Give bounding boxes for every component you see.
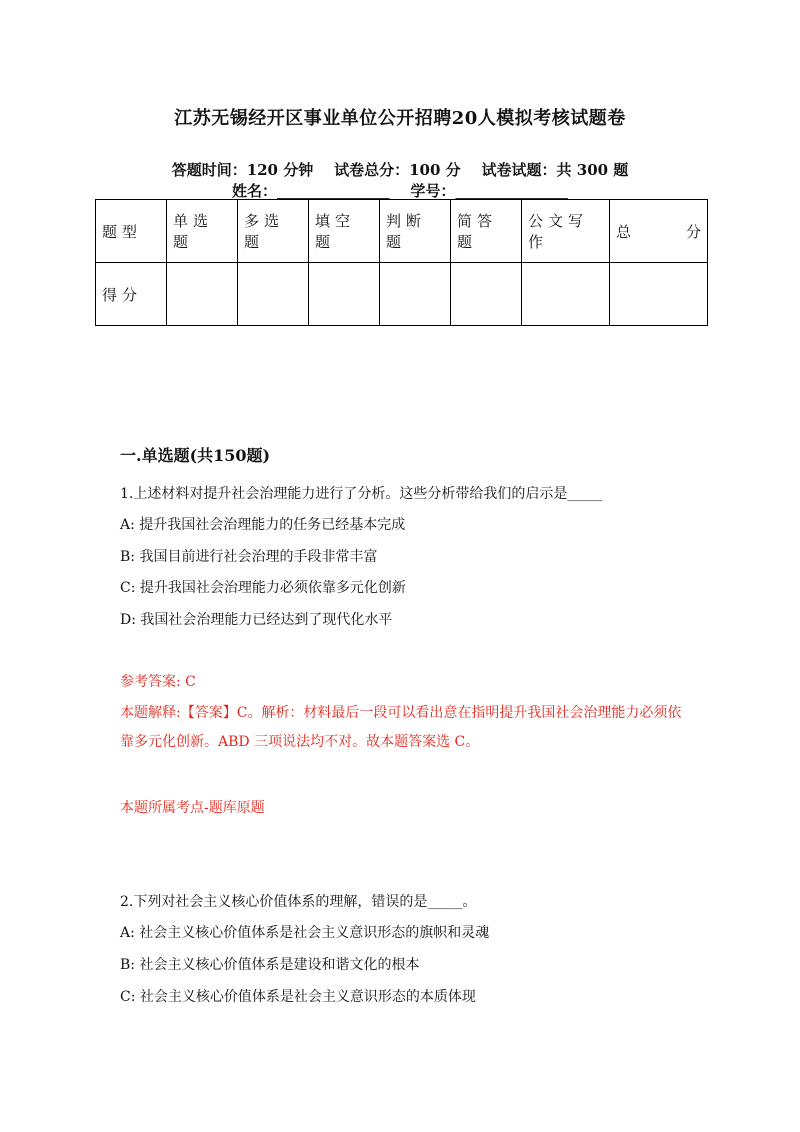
- question-1-stem: 1.上述材料对提升社会治理能力进行了分析。这些分析带给我们的启示是_____: [120, 486, 603, 502]
- question-2-stem: 2.下列对社会主义核心价值体系的理解，错误的是_____。: [120, 894, 477, 910]
- score-cell[interactable]: [309, 263, 380, 326]
- header-cell-type: 题型: [96, 200, 167, 263]
- header-cell-writing: 公文写作: [522, 200, 610, 263]
- total-label-right: 分: [685, 222, 701, 241]
- score-table-header-row: [96, 200, 708, 263]
- score-table: [95, 199, 708, 326]
- header-cell-single: 单选题: [167, 200, 238, 263]
- header-cell-multi: 多选题: [238, 200, 309, 263]
- question-1-answer: 参考答案: C: [120, 674, 196, 690]
- section-heading: 一.单选题(共150题): [120, 446, 271, 465]
- header-cell-total: [610, 200, 708, 263]
- score-cell[interactable]: [610, 263, 708, 326]
- question-2-option-c: C: 社会主义核心价值体系是社会主义意识形态的本质体现: [120, 989, 476, 1005]
- score-cell[interactable]: [238, 263, 309, 326]
- question-1-option-a: A: 提升我国社会治理能力的任务已经基本完成: [120, 517, 406, 533]
- student-info: 姓名：_______________ 学号：_______________: [232, 182, 568, 200]
- question-1-explanation: 本题解释:【答案】C。解析：材料最后一段可以看出意在指明提升我国社会治理能力必须依靠多元化创新。ABD 三项说法均不对。故本题答案选 C。: [120, 705, 682, 750]
- question-1-option-c: C: 提升我国社会治理能力必须依靠多元化创新: [120, 580, 406, 596]
- exam-title: 江苏无锡经开区事业单位公开招聘20人模拟考核试题卷: [174, 108, 626, 129]
- total-label-left: 总: [616, 222, 632, 241]
- header-cell-judge: 判断题: [380, 200, 451, 263]
- score-table-score-row: [96, 263, 708, 326]
- score-cell[interactable]: [167, 263, 238, 326]
- score-cell[interactable]: [522, 263, 610, 326]
- score-cell[interactable]: [380, 263, 451, 326]
- question-1-option-b: B: 我国目前进行社会治理的手段非常丰富: [120, 549, 378, 565]
- score-row-label: 得分: [96, 263, 167, 326]
- header-cell-short: 简答题: [451, 200, 522, 263]
- header-cell-fill: 填空题: [309, 200, 380, 263]
- exam-info: 答题时间：120 分钟 试卷总分：100 分 试卷试题：共 300 题: [171, 161, 629, 179]
- score-cell[interactable]: [451, 263, 522, 326]
- question-1-source: 本题所属考点-题库原题: [120, 800, 265, 816]
- question-1-option-d: D: 我国社会治理能力已经达到了现代化水平: [120, 612, 393, 628]
- question-2-option-b: B: 社会主义核心价值体系是建设和谐文化的根本: [120, 957, 420, 973]
- question-2-option-a: A: 社会主义核心价值体系是社会主义意识形态的旗帜和灵魂: [120, 925, 490, 941]
